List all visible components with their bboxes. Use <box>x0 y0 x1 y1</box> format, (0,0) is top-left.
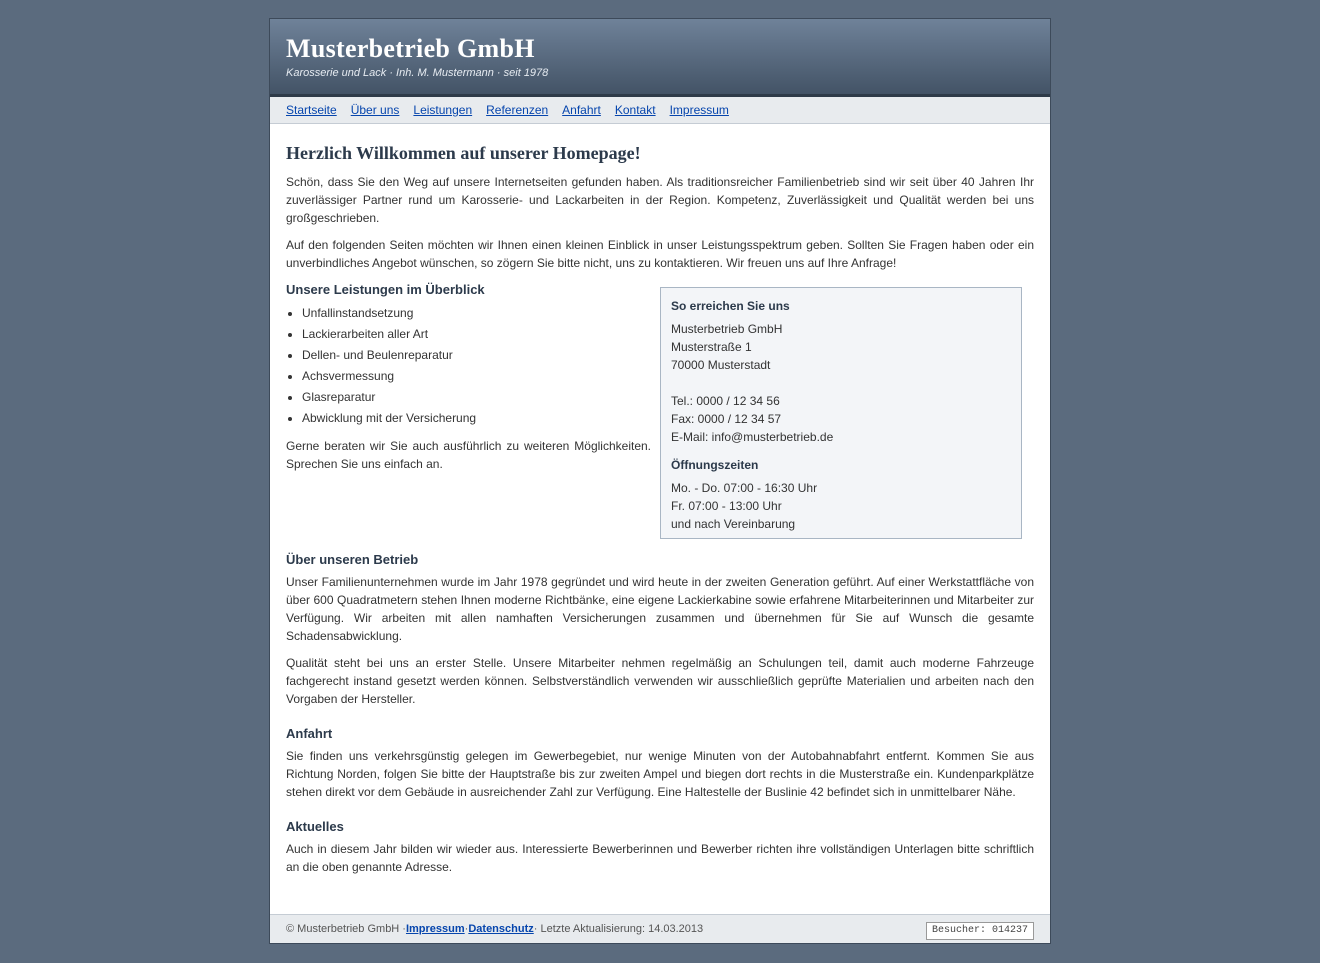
news-section <box>286 818 1034 876</box>
contact-phone: Tel.: 0000 / 12 34 56 <box>671 394 780 408</box>
nav-startseite[interactable]: Startseite <box>286 103 337 117</box>
intro-paragraph-2: Auf den folgenden Seiten möchten wir Ihnen einen kleinen Einblick in unser Leistungsspektrum geben. Sollten Sie Fragen haben oder ein unverbindliches Angebot wünschen, so zögern Sie bitte nicht, uns zu kontaktieren. Wir freuen uns auf Ihre Anfrage! <box>286 238 1034 270</box>
hours-line: Mo. - Do. 07:00 - 16:30 Uhr <box>671 481 818 495</box>
services-column <box>286 281 651 482</box>
hours-line: und nach Vereinbarung <box>671 517 796 531</box>
site-header <box>270 19 1050 97</box>
about-paragraph-1: Unser Familienunternehmen wurde im Jahr 1978 gegründet und wird heute in der zweiten Generation geführt. Auf einer Werkstattfläche von über 600 Quadratmetern stehen Ihnen moderne Richtbänke, eine eigene Lackierkabine sowie erfahrene Mitarbeiterinnen und Mitarbeiter zur Verfügung. Wir arbeiten mit allen namhaften Versicherungen zusammen und übernehmen für Sie auf Wunsch die gesamte Schadensabwicklung. <box>286 575 1034 643</box>
visitor-counter: Besucher: 014237 <box>926 922 1034 940</box>
directions-paragraph: Sie finden uns verkehrsgünstig gelegen im Gewerbegebiet, nur wenige Minuten von der Autobahnabfahrt entfernt. Kommen Sie aus Richtung Norden, folgen Sie bitte der Hauptstraße bis zur zweiten Ampel und biegen dort rechts in die Musterstraße ein. Kundenparkplätze stehen direkt vor dem Gebäude in ausreichender Zahl zur Verfügung. Eine Haltestelle der Buslinie 42 befindet sich in unmittelbarer Nähe. <box>286 749 1034 799</box>
site-footer <box>270 914 1050 943</box>
contact-street: Musterstraße 1 <box>671 340 752 354</box>
contact-fax: Fax: 0000 / 12 34 57 <box>671 412 782 426</box>
footer-separator: · <box>464 923 469 935</box>
list-item: • Dellen- und Beulenreparatur <box>302 345 651 366</box>
two-column-section <box>286 281 1034 551</box>
contact-spacer <box>671 374 1011 392</box>
footer-impressum-link[interactable]: Impressum <box>405 923 465 935</box>
main-nav <box>270 97 1050 124</box>
list-item: • Glasreparatur <box>302 387 651 408</box>
about-heading: Über unseren Betrieb <box>286 552 419 567</box>
hours-line: Fr. 07:00 - 13:00 Uhr <box>671 499 782 513</box>
contact-box <box>660 287 1022 539</box>
contact-company: Musterbetrieb GmbH <box>671 322 783 336</box>
site-tagline: Karosserie und Lack · Inh. M. Mustermann · seit 1978 <box>286 67 549 79</box>
news-paragraph: Auch in diesem Jahr bilden wir wieder aus. Interessierte Bewerberinnen und Bewerber richten ihre vollständigen Unterlagen bitte schriftlich an die oben genannte Adresse. <box>286 842 1034 874</box>
nav-impressum[interactable]: Impressum <box>669 103 729 117</box>
about-section <box>286 551 1034 708</box>
footer-last-updated: · Letzte Aktualisierung: 14.03.2013 <box>533 923 704 935</box>
intro-paragraph-1: Schön, dass Sie den Weg auf unsere Internetseiten gefunden haben. Als traditionsreicher Familienbetrieb sind wir seit über 40 Jahren Ihr zuverlässiger Partner rund um Karosserie- und Lackarbeiten in der Region. Kompetenz, Zuverlässigkeit und Qualität werden bei uns großgeschrieben. <box>286 175 1034 225</box>
contact-heading: So erreichen Sie uns <box>671 299 790 313</box>
footer-copyright: © Musterbetrieb GmbH · <box>286 923 406 935</box>
contact-email: E-Mail: info@musterbetrieb.de <box>671 430 834 444</box>
hours-heading: Öffnungszeiten <box>671 458 759 472</box>
news-heading: Aktuelles <box>286 819 344 834</box>
site-title: Musterbetrieb GmbH <box>286 34 535 63</box>
nav-leistungen[interactable]: Leistungen <box>413 103 473 117</box>
services-list <box>286 303 651 429</box>
contact-city: 70000 Musterstadt <box>671 358 771 372</box>
list-item: • Abwicklung mit der Versicherung <box>302 408 651 429</box>
services-note: Gerne beraten wir Sie auch ausführlich zu weiteren Möglichkeiten. Sprechen Sie uns einfach an. <box>286 439 651 471</box>
page-heading: Herzlich Willkommen auf unserer Homepage! <box>286 143 641 163</box>
directions-section <box>286 725 1034 801</box>
list-item: • Achsvermessung <box>302 366 651 387</box>
services-heading: Unsere Leistungen im Überblick <box>286 282 485 297</box>
nav-anfahrt[interactable]: Anfahrt <box>562 103 601 117</box>
directions-heading: Anfahrt <box>286 726 333 741</box>
main-content <box>270 124 1050 876</box>
page-container <box>269 18 1051 944</box>
nav-referenzen[interactable]: Referenzen <box>486 103 549 117</box>
footer-privacy-link[interactable]: Datenschutz <box>468 923 534 935</box>
list-item: • Lackierarbeiten aller Art <box>302 324 651 345</box>
nav-kontakt[interactable]: Kontakt <box>614 103 656 117</box>
about-paragraph-2: Qualität steht bei uns an erster Stelle. Unsere Mitarbeiter nehmen regelmäßig an Schulungen teil, damit auch moderne Fahrzeuge fachgerecht instand gesetzt werden können. Selbstverständlich verwenden wir ausschließlich geprüfte Materialien und arbeiten nach den Vorgaben der Hersteller. <box>286 656 1034 706</box>
list-item: • Unfallinstandsetzung <box>302 303 651 324</box>
nav-ueber-uns[interactable]: Über uns <box>350 103 400 117</box>
